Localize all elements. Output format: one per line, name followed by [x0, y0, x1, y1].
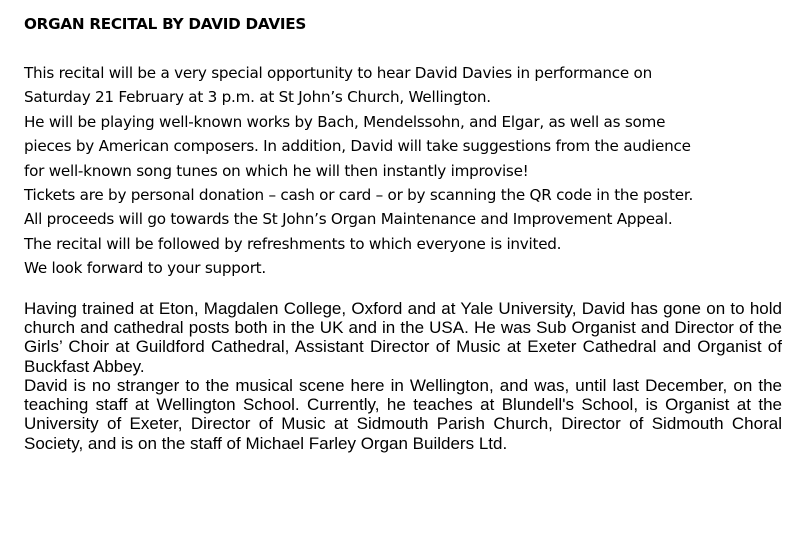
document-title: ORGAN RECITAL BY DAVID DAVIES	[24, 15, 307, 33]
notice-line: We look forward to your support.	[24, 259, 266, 278]
notice-line: for well-known song tunes on which he will then instantly improvise!	[24, 161, 529, 180]
document	[24, 12, 784, 453]
notice-line: Saturday 21 February at 3 p.m. at St John’s Church, Wellington.	[24, 88, 491, 107]
notice-line: This recital will be a very special opportunity to hear David Davies in performance on	[24, 64, 652, 82]
bio-paragraph: Having trained at Eton, Magdalen College, Oxford and at Yale University, David has gone on to hold church and cathedral posts both in the UK and in the USA. He was Sub Organist and Director of the Girls’ Choir at Guildford Cathedral, Assistant Director of Music at Exeter Cathedral and Organist of Buckfast Abbey.	[24, 298, 782, 376]
notice-line: The recital will be followed by refreshments to which everyone is invited.	[24, 234, 562, 253]
notice-line: Tickets are by personal donation – cash or card – or by scanning the QR code in the poster.	[24, 186, 694, 205]
notice-line: He will be playing well-known works by Bach, Mendelssohn, and Elgar, as well as some	[24, 112, 666, 131]
bio-paragraph: David is no stranger to the musical scene here in Wellington, and was, until last December, on the teaching staff at Wellington School. Currently, he teaches at Blundell's School, is Organist at the University of Exeter, Director of Music at Sidmouth Parish Church, Director of Sidmouth Choral Society, and is on the staff of Michael Farley Organ Builders Ltd.	[24, 375, 782, 453]
notice-line: All proceeds will go towards the St John’s Organ Maintenance and Improvement Appeal.	[24, 210, 673, 229]
notice-line: pieces by American composers. In addition, David will take suggestions from the audience	[24, 137, 691, 156]
performer-biography	[24, 299, 782, 453]
recital-notice	[24, 61, 784, 281]
